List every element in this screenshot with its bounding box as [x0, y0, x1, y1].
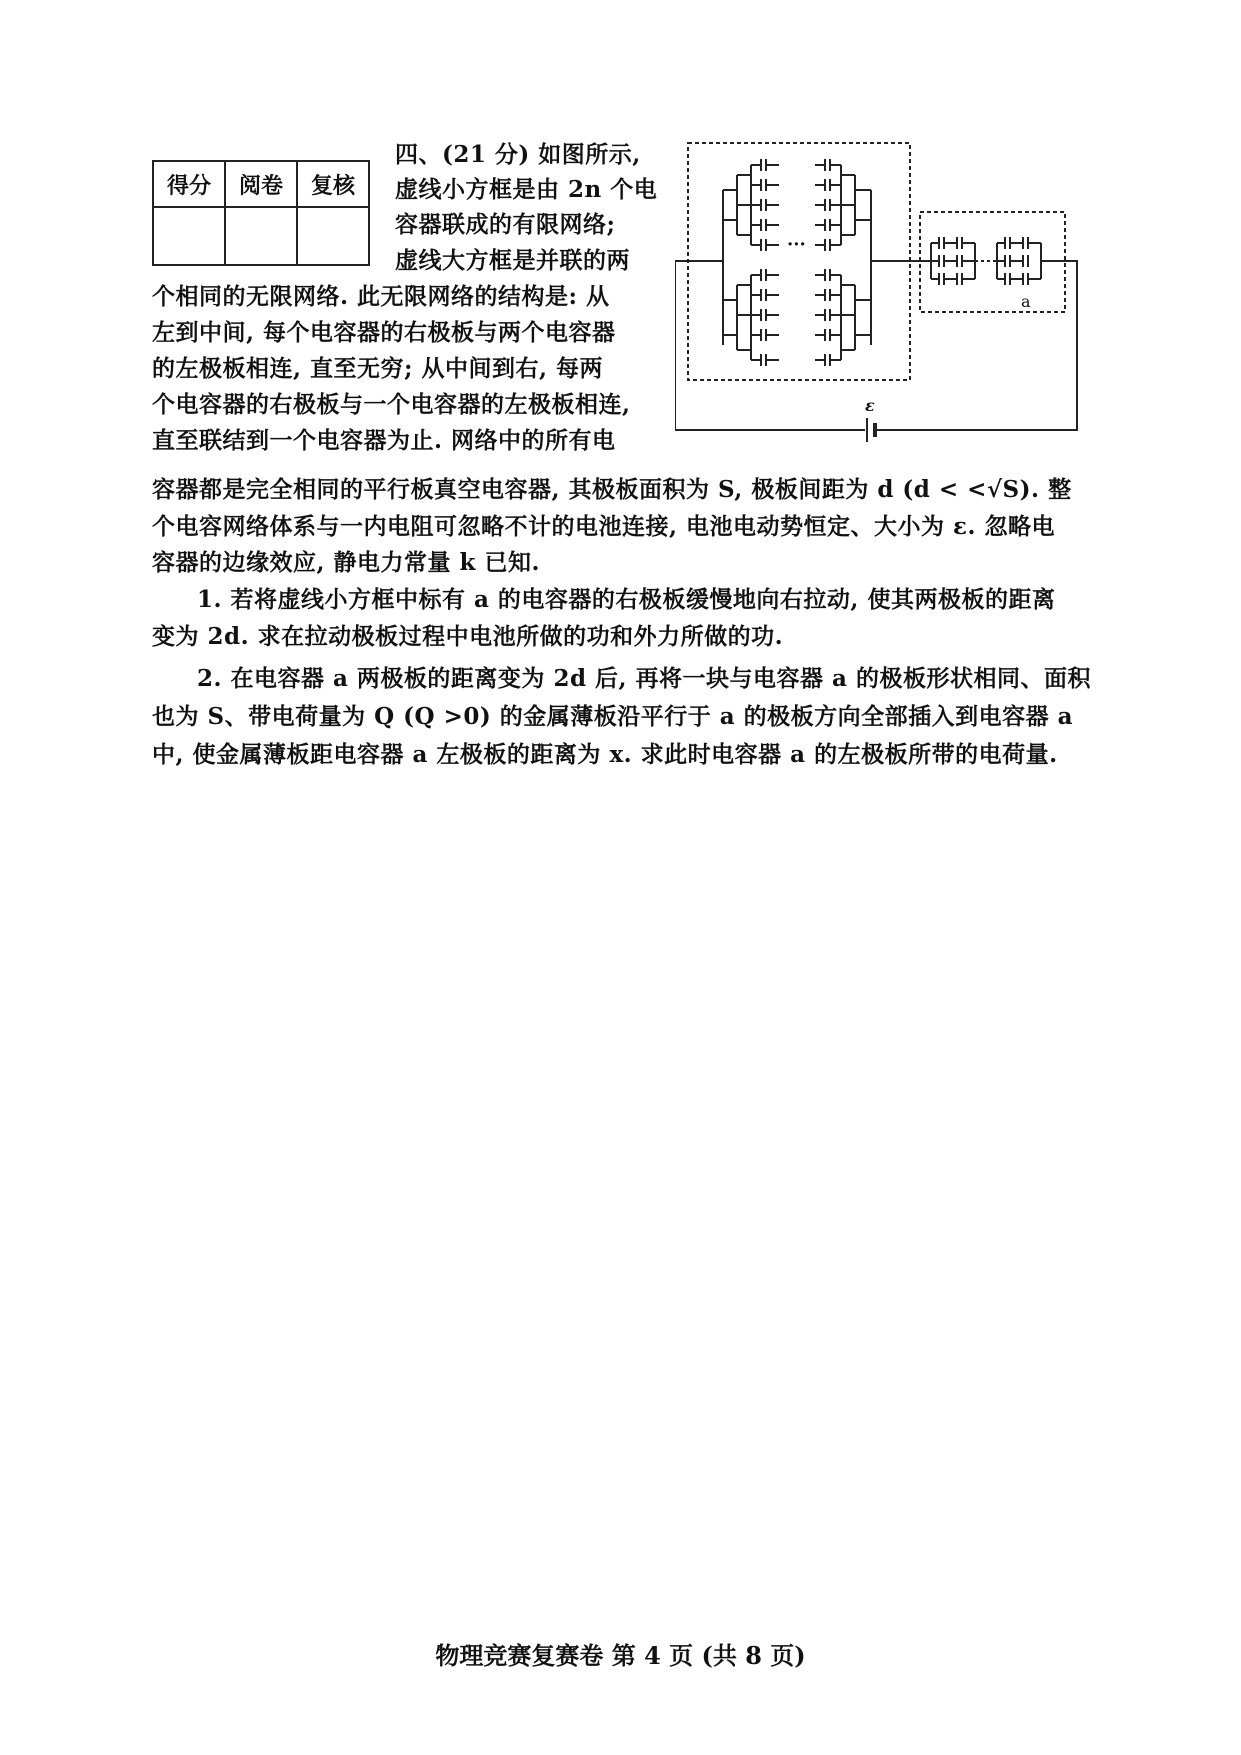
problem-line-11: 个电容网络体系与一内电阻可忽略不计的电池连接, 电池电动势恒定、大小为 ε. 忽略电	[152, 513, 1056, 540]
question-2-line-2: 也为 S、带电荷量为 Q (Q >0) 的金属薄板沿平行于 a 的极板方向全部插入到电容器 a	[152, 703, 1074, 730]
problem-line-3: 容器联成的有限网络;	[395, 211, 616, 238]
problem-line-2: 虚线小方框是由 2n 个电	[395, 176, 658, 203]
problem-line-5: 个相同的无限网络. 此无限网络的结构是: 从	[152, 283, 610, 310]
left-capacitor-tree	[723, 159, 779, 366]
network-gap-dots: ···	[787, 234, 806, 255]
right-capacitor-tree	[815, 159, 871, 366]
score-cell-fuhe	[297, 207, 369, 265]
battery-symbol	[867, 418, 875, 442]
problem-line-7: 的左极板相连, 直至无穷; 从中间到右, 每两	[152, 355, 604, 382]
capacitor-a-label: a	[1021, 292, 1031, 311]
problem-line-9: 直至联结到一个电容器为止. 网络中的所有电	[152, 427, 616, 454]
emf-label: ε	[865, 396, 875, 415]
problem-line-1: 四、(21 分) 如图所示,	[395, 141, 641, 168]
problem-line-4: 虚线大方框是并联的两	[395, 247, 630, 274]
score-box-blank-row	[153, 207, 369, 265]
parallel-bus	[688, 190, 910, 345]
right-wire	[877, 261, 1077, 430]
question-2-line-3: 中, 使金属薄板距电容器 a 左极板的距离为 x. 求此时电容器 a 的左极板所带的电荷量.	[152, 741, 1058, 768]
score-box	[152, 160, 370, 266]
score-cell-defen	[153, 207, 225, 265]
score-cell-yuejuan	[225, 207, 297, 265]
capacitor-network-diagram	[675, 135, 1095, 445]
problem-line-10: 容器都是完全相同的平行板真空电容器, 其极板面积为 S, 极板间距为 d (d < <√S). 整	[152, 476, 1072, 503]
score-box-header-row	[153, 161, 369, 207]
left-wire	[675, 261, 865, 430]
problem-line-12: 容器的边缘效应, 静电力常量 k 已知.	[152, 549, 540, 576]
page-footer: 物理竞赛复赛卷 第 4 页 (共 8 页)	[435, 1641, 806, 1670]
question-1-line-2: 变为 2d. 求在拉动极板过程中电池所做的功和外力所做的功.	[152, 623, 784, 650]
problem-line-6: 左到中间, 每个电容器的右极板与两个电容器	[152, 319, 616, 346]
question-2-line-1: 2. 在电容器 a 两极板的距离变为 2d 后, 再将一块与电容器 a 的极板形状相同、面积	[197, 665, 1091, 692]
score-header-fuhe: 复核	[297, 161, 369, 207]
question-1-line-1: 1. 若将虚线小方框中标有 a 的电容器的右极板缓慢地向右拉动, 使其两极板的距离	[197, 586, 1056, 613]
problem-line-8: 个电容器的右极板与一个电容器的左极板相连,	[152, 391, 631, 418]
score-header-defen: 得分	[153, 161, 225, 207]
finite-capacitor-network	[920, 237, 1065, 285]
score-header-yuejuan: 阅卷	[225, 161, 297, 207]
